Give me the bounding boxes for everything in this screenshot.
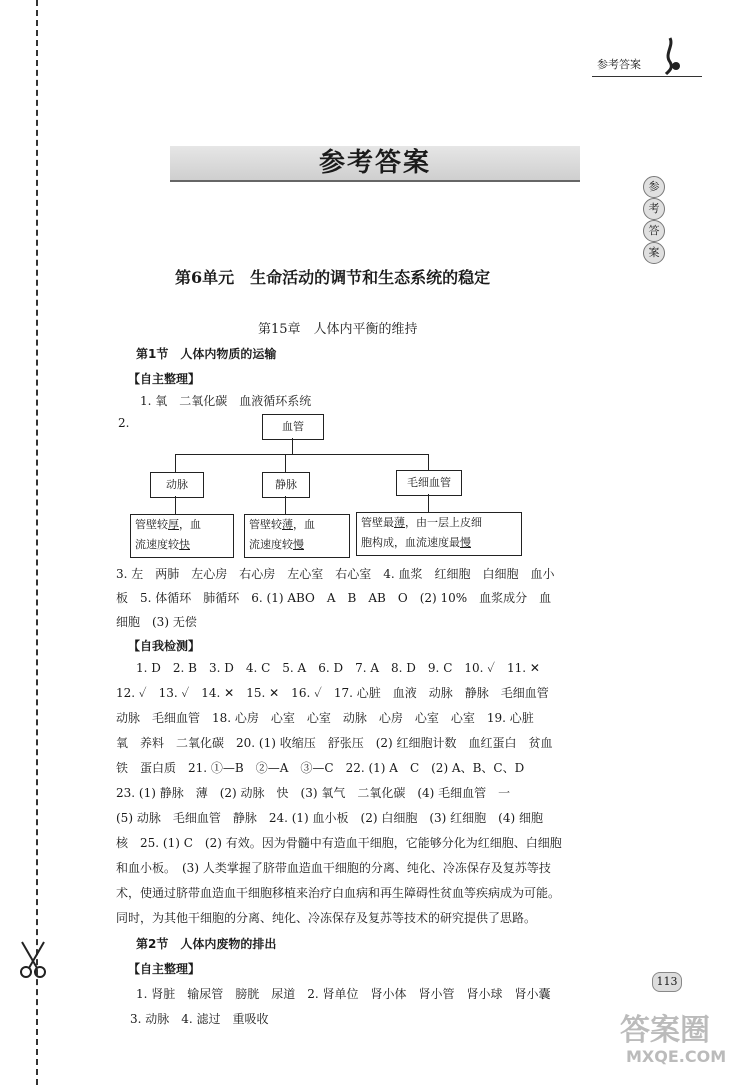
desc-answer: 慢: [293, 538, 304, 551]
answer-line: 和血小板。 (3) 人类掌握了脐带血造血干细胞的分离、纯化、冷冻保存及复苏等技: [116, 861, 551, 875]
desc-answer: 慢: [460, 536, 471, 549]
desc-text: 胞构成，血流速度最: [361, 536, 460, 549]
desc-text: ，血: [293, 518, 315, 531]
diagram-desc-artery: [130, 514, 234, 558]
unit-title: 第6单元 生命活动的调节和生态系统的稳定: [175, 268, 491, 287]
answer-line: 细胞 (3) 无偿: [116, 615, 197, 629]
side-tab-char: 案: [643, 242, 665, 264]
answer-line: 3. 左 两肺 左心房 右心房 左心室 右心室 4. 血浆 红细胞 白细胞 血小: [116, 567, 555, 581]
page-title: 参考答案: [318, 148, 431, 178]
desc-text: ，血: [179, 518, 201, 531]
answer-line: 3. 动脉 4. 滤过 重吸收: [130, 1012, 269, 1026]
connector: [175, 496, 176, 514]
answer-line: 同时，为其他干细胞的分离、纯化、冷冻保存及复苏等技术的研究提供了思路。: [116, 911, 537, 925]
side-tab-char: 考: [643, 198, 665, 220]
answer-line: 23. (1) 静脉 薄 (2) 动脉 快 (3) 氧气 二氧化碳 (4) 毛细血管 一: [116, 786, 511, 800]
desc-text: 流速度较: [249, 538, 293, 551]
answer-line: 板 5. 体循环 肺循环 6. (1) ABO A B AB O (2) 10% 血浆成分 血: [116, 591, 552, 605]
desc-text: ，由一层上皮细: [405, 516, 482, 529]
diagram-child-vein: 静脉: [262, 472, 310, 498]
desc-text: 管壁最: [361, 516, 394, 529]
section-title: 第1节 人体内物质的运输: [136, 347, 277, 361]
diagram-child-capillary: 毛细血管: [396, 470, 462, 496]
answer-line: 1. D 2. B 3. D 4. C 5. A 6. D 7. A 8. D 9. C 10. ✓ 11. ✕: [136, 661, 540, 675]
answer-line: 2.: [118, 416, 130, 430]
desc-text: 管壁较: [135, 518, 168, 531]
answer-line: 动脉 毛细血管 18. 心房 心室 心室 动脉 心房 心室 心室 19. 心脏: [116, 711, 534, 725]
answer-line: 氧 养料 二氧化碳 20. (1) 收缩压 舒张压 (2) 红细胞计数 血红蛋白 贫血: [116, 736, 553, 750]
diagram-desc-capillary: [356, 512, 522, 556]
cut-line: [36, 0, 38, 1085]
answer-line: 1. 氧 二氧化碳 血液循环系统: [140, 394, 312, 408]
connector: [285, 496, 286, 514]
diagram-desc-vein: [244, 514, 350, 558]
tag-self-study: 【自主整理】: [128, 962, 201, 976]
answer-line: (5) 动脉 毛细血管 静脉 24. (1) 血小板 (2) 白细胞 (3) 红细胞 (4) 细胞: [116, 811, 543, 825]
connector: [292, 438, 293, 454]
diagram-child-artery: 动脉: [150, 472, 204, 498]
desc-text: 管壁较: [249, 518, 282, 531]
header-rule: [592, 76, 702, 77]
header-label: 参考答案: [597, 58, 641, 71]
chapter-title: 第15章 人体内平衡的维持: [258, 322, 418, 337]
section-title: 第2节 人体内废物的排出: [136, 937, 277, 951]
answer-line: 核 25. (1) C (2) 有效。因为骨髓中有造血干细胞，它能够分化为红细胞、白细胞: [116, 836, 562, 850]
desc-answer: 薄: [394, 516, 405, 529]
desc-text: 流速度较: [135, 538, 179, 551]
tag-self-study: 【自主整理】: [128, 372, 201, 386]
desc-answer: 快: [179, 538, 190, 551]
connector: [285, 454, 286, 472]
answer-line: 术，使通过脐带血造血干细胞移植来治疗白血病和再生障碍性贫血等疾病成为可能。: [116, 886, 561, 900]
scissors-icon: [18, 940, 48, 980]
connector: [175, 454, 176, 472]
watermark-logo: 答案圈: [620, 1013, 710, 1048]
page-number: 113: [652, 972, 682, 992]
side-tab-char: 参: [643, 176, 665, 198]
desc-answer: 薄: [282, 518, 293, 531]
header-ornament-icon: [658, 36, 682, 76]
watermark-url: MXQE.COM: [626, 1047, 727, 1066]
answer-line: 1. 肾脏 输尿管 膀胱 尿道 2. 肾单位 肾小体 肾小管 肾小球 肾小囊: [136, 987, 551, 1001]
connector: [175, 454, 429, 455]
desc-answer: 厚: [168, 518, 179, 531]
answer-line: 12. ✓ 13. ✓ 14. ✕ 15. ✕ 16. ✓ 17. 心脏 血液 动脉 静脉 毛细血管: [116, 686, 549, 700]
diagram-root-box: 血管: [262, 414, 324, 440]
answer-line: 铁 蛋白质 21. ①—B ②—A ③—C 22. (1) A C (2) A、B、C、D: [116, 761, 525, 775]
side-tab-char: 答: [643, 220, 665, 242]
side-tab: [640, 176, 676, 266]
tag-self-test: 【自我检测】: [128, 639, 201, 653]
connector: [428, 494, 429, 512]
